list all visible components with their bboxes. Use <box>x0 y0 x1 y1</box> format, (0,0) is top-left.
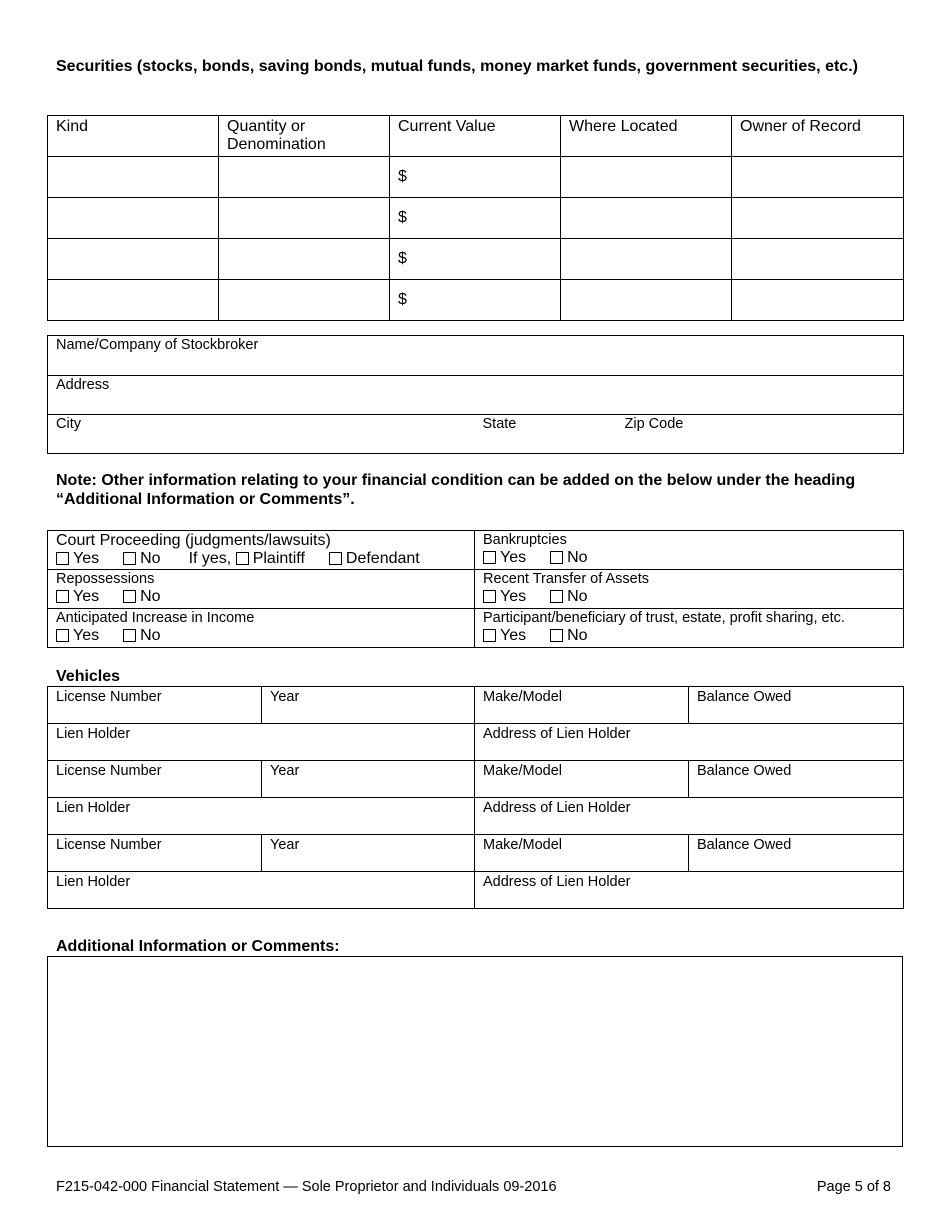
court-label: Court Proceeding (judgments/lawsuits) <box>56 532 331 549</box>
lien-row <box>48 872 904 909</box>
checkbox-icon <box>123 590 136 603</box>
quantity-cell[interactable] <box>219 280 390 321</box>
dollar-sign: $ <box>398 168 407 185</box>
col-kind: Kind <box>48 116 219 157</box>
value-cell[interactable] <box>390 157 561 198</box>
transfer-yes-checkbox[interactable]: Yes <box>483 588 526 605</box>
col-owner: Owner of Record <box>732 116 904 157</box>
year-field[interactable]: Year <box>262 835 475 872</box>
zip-field[interactable] <box>617 415 904 454</box>
location-cell[interactable] <box>561 157 732 198</box>
checkbox-icon <box>483 551 496 564</box>
checkbox-icon <box>483 590 496 603</box>
license-field[interactable]: License Number <box>48 835 262 872</box>
securities-table <box>47 115 904 321</box>
transfer-label: Recent Transfer of Assets <box>483 571 650 587</box>
value-cell[interactable] <box>390 280 561 321</box>
kind-cell[interactable] <box>48 280 219 321</box>
kind-cell[interactable] <box>48 239 219 280</box>
checkbox-icon <box>550 551 563 564</box>
stockbroker-address-field[interactable] <box>48 376 904 415</box>
form-id: F215-042-000 Financial Statement — Sole Proprietor and Individuals 09-2016 <box>56 1179 557 1195</box>
lien-holder-field[interactable]: Lien Holder <box>48 798 475 835</box>
income-label: Anticipated Increase in Income <box>56 610 255 626</box>
location-cell[interactable] <box>561 198 732 239</box>
location-cell[interactable] <box>561 280 732 321</box>
license-field[interactable]: License Number <box>48 761 262 798</box>
checkbox-icon <box>550 629 563 642</box>
questions-table <box>47 530 904 648</box>
value-cell[interactable] <box>390 239 561 280</box>
if-yes-label: If yes, <box>188 550 232 567</box>
quantity-cell[interactable] <box>219 157 390 198</box>
stockbroker-box <box>47 335 904 454</box>
location-cell[interactable] <box>561 239 732 280</box>
kind-cell[interactable] <box>48 157 219 198</box>
comments-heading: Additional Information or Comments: <box>56 938 340 955</box>
lien-address-field[interactable]: Address of Lien Holder <box>475 724 904 761</box>
kind-cell[interactable] <box>48 198 219 239</box>
income-yes-checkbox[interactable]: Yes <box>56 627 99 644</box>
year-field[interactable]: Year <box>262 687 475 724</box>
court-no-checkbox[interactable]: No <box>123 550 160 567</box>
city-field[interactable] <box>48 415 475 454</box>
state-field[interactable] <box>475 415 617 454</box>
vehicles-heading: Vehicles <box>56 668 121 685</box>
checkbox-icon <box>329 552 342 565</box>
table-row <box>48 280 904 321</box>
owner-cell[interactable] <box>732 157 904 198</box>
checkbox-icon <box>483 629 496 642</box>
vehicle-row <box>48 761 904 798</box>
trust-cell <box>475 609 904 648</box>
checkbox-icon <box>236 552 249 565</box>
securities-heading: Securities (stocks, bonds, saving bonds, mutual funds, money market funds, government securities, etc.) <box>56 58 858 75</box>
checkbox-icon <box>56 552 69 565</box>
bankruptcies-label: Bankruptcies <box>483 532 567 548</box>
checkbox-icon <box>56 590 69 603</box>
year-field[interactable]: Year <box>262 761 475 798</box>
bankruptcies-yes-checkbox[interactable]: Yes <box>483 549 526 566</box>
balance-owed-field[interactable]: Balance Owed <box>689 687 904 724</box>
court-proceeding-cell <box>48 531 475 570</box>
trust-no-checkbox[interactable]: No <box>550 627 587 644</box>
col-quantity: Quantity or Denomination <box>219 116 390 157</box>
lien-holder-field[interactable]: Lien Holder <box>48 724 475 761</box>
dollar-sign: $ <box>398 250 407 267</box>
checkbox-icon <box>56 629 69 642</box>
checkbox-icon <box>550 590 563 603</box>
state-label: State <box>482 416 517 432</box>
dollar-sign: $ <box>398 209 407 226</box>
quantity-cell[interactable] <box>219 239 390 280</box>
table-row <box>48 239 904 280</box>
defendant-checkbox[interactable]: Defendant <box>329 550 420 567</box>
license-field[interactable]: License Number <box>48 687 262 724</box>
transfer-cell <box>475 570 904 609</box>
col-current-value: Current Value <box>390 116 561 157</box>
trust-label: Participant/beneficiary of trust, estate, profit sharing, etc. <box>483 610 845 626</box>
stockbroker-name-field[interactable] <box>48 336 904 376</box>
stockbroker-name-label: Name/Company of Stockbroker <box>56 337 259 353</box>
lien-address-field[interactable]: Address of Lien Holder <box>475 798 904 835</box>
court-yes-checkbox[interactable]: Yes <box>56 550 99 567</box>
col-where-located: Where Located <box>561 116 732 157</box>
income-no-checkbox[interactable]: No <box>123 627 160 644</box>
balance-owed-field[interactable]: Balance Owed <box>689 835 904 872</box>
comments-textarea[interactable] <box>47 956 903 1147</box>
checkbox-icon <box>123 552 136 565</box>
table-row <box>48 157 904 198</box>
value-cell[interactable] <box>390 198 561 239</box>
balance-owed-field[interactable]: Balance Owed <box>689 761 904 798</box>
repossessions-label: Repossessions <box>56 571 155 587</box>
trust-yes-checkbox[interactable]: Yes <box>483 627 526 644</box>
income-cell <box>48 609 475 648</box>
note-text: Note: Other information relating to your financial condition can be added on the below under the heading “Additional Information or Comments”. <box>56 472 856 508</box>
checkbox-icon <box>123 629 136 642</box>
bankruptcies-cell <box>475 531 904 570</box>
table-row <box>48 198 904 239</box>
address-label: Address <box>56 377 110 393</box>
lien-row <box>48 798 904 835</box>
bankruptcies-no-checkbox[interactable]: No <box>550 549 587 566</box>
vehicles-table <box>47 686 904 909</box>
vehicle-row <box>48 687 904 724</box>
dollar-sign: $ <box>398 291 407 308</box>
owner-cell[interactable] <box>732 239 904 280</box>
plaintiff-checkbox[interactable]: Plaintiff <box>236 550 305 567</box>
transfer-no-checkbox[interactable]: No <box>550 588 587 605</box>
owner-cell[interactable] <box>732 280 904 321</box>
make-model-field[interactable]: Make/Model <box>475 687 689 724</box>
make-model-field[interactable]: Make/Model <box>475 835 689 872</box>
lien-row <box>48 724 904 761</box>
repossessions-cell <box>48 570 475 609</box>
quantity-cell[interactable] <box>219 198 390 239</box>
lien-holder-field[interactable]: Lien Holder <box>48 872 475 909</box>
city-label: City <box>56 416 81 432</box>
zip-label: Zip Code <box>624 416 684 432</box>
vehicle-row <box>48 835 904 872</box>
page-number: Page 5 of 8 <box>816 1179 891 1195</box>
owner-cell[interactable] <box>732 198 904 239</box>
repossessions-no-checkbox[interactable]: No <box>123 588 160 605</box>
lien-address-field[interactable]: Address of Lien Holder <box>475 872 904 909</box>
make-model-field[interactable]: Make/Model <box>475 761 689 798</box>
repossessions-yes-checkbox[interactable]: Yes <box>56 588 99 605</box>
